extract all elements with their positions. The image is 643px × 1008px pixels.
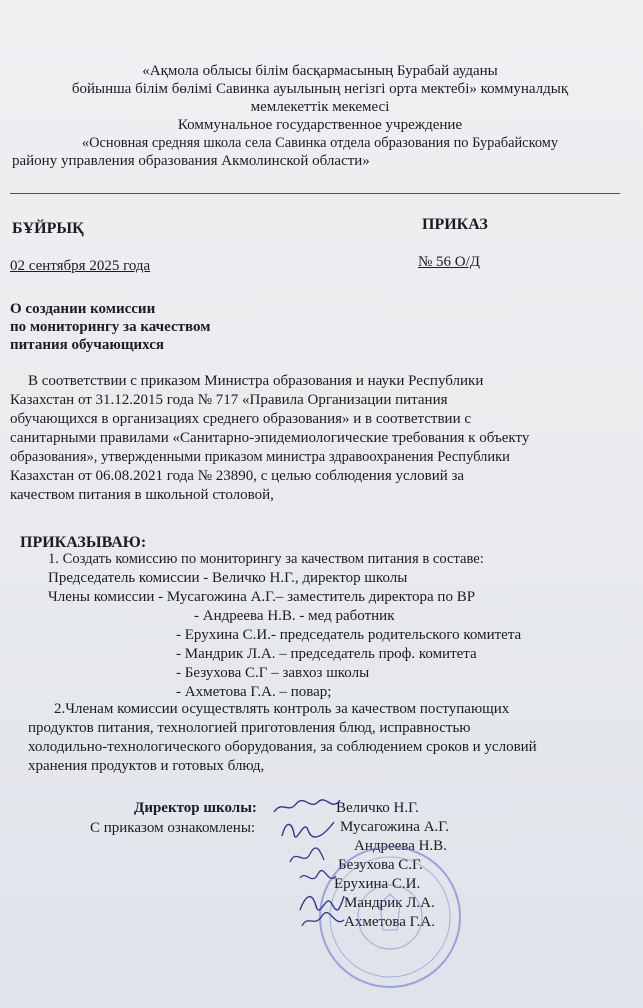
letterhead-ru-line-2: «Основная средняя школа села Савинка отдела образования по Бурабайскому [81, 135, 559, 151]
letterhead-kz-line-3: мемлекеттік мекемесі [250, 99, 390, 115]
acquainted-name: Мусагожина А.Г. [340, 819, 450, 835]
preamble-line: санитарными правилами «Санитарно-эпидемиологические требования к объекту [10, 430, 530, 446]
member-line: - Безухова С.Г – завхоз школы [176, 665, 370, 681]
director-signature-icon [272, 796, 342, 818]
subject-line: по мониторингу за качеством [10, 319, 211, 335]
item-2 [28, 700, 537, 776]
member-line: - Ерухина С.И.- председатель родительского комитета [176, 627, 522, 643]
order-subject [10, 300, 210, 354]
signature-icon [278, 816, 338, 842]
acquainted-name: Безухова С.Г. [338, 857, 423, 873]
item-1-chair: Председатель комиссии - Величко Н.Г., директор школы [48, 570, 408, 586]
item-1 [48, 550, 521, 702]
signature-icon [286, 846, 326, 868]
preamble-line: Казахстан от 31.12.2015 года № 717 «Правила Организации питания [10, 392, 448, 408]
signature-icon [300, 910, 346, 932]
letterhead-ru-line-3: району управления образования Акмолинской области» [12, 153, 370, 169]
subject-line: питания обучающихся [10, 337, 164, 353]
subject-line: О создании комиссии [10, 301, 156, 317]
order-date: 02 сентября 2025 года [10, 258, 151, 274]
acquainted-name: Андреева Н.В. [354, 838, 447, 854]
item-2-line: хранения продуктов и готовых блюд, [28, 758, 265, 774]
item-2-line: 2.Членам комиссии осуществлять контроль за качеством поступающих [54, 701, 510, 717]
director-label: Директор школы: [134, 800, 257, 816]
acquainted-name: Ерухина С.И. [334, 876, 421, 892]
order-title-ru: ПРИКАЗ [422, 216, 488, 233]
header-divider [10, 193, 620, 194]
preamble-line: В соответствии с приказом Министра образования и науки Республики [28, 373, 484, 389]
item-2-line: продуктов питания, технологией приготовления блюд, исправностью [28, 720, 471, 736]
item-1-intro: 1. Создать комиссию по мониторингу за качеством питания в составе: [48, 551, 484, 567]
member-line: Члены комиссии - Мусагожина А.Г.– заместитель директора по ВР [48, 589, 476, 605]
director-name: Величко Н.Г. [336, 800, 419, 816]
letterhead-kz-line-2: бойынша білім бөлімі Савинка ауылының негізгі орта мектебі» коммуналдық [71, 81, 569, 97]
preamble-line: Казахстан от 06.08.2021 года № 23890, с целью соблюдения условий за [10, 468, 465, 484]
preamble-line: качеством питания в школьной столовой, [10, 487, 274, 503]
order-number: № 56 О/Д [418, 254, 481, 270]
member-line: - Андреева Н.В. - мед работник [194, 608, 395, 624]
letterhead-kz-line-1: «Ақмола облысы білім басқармасының Бурабай ауданы [142, 63, 498, 79]
preamble-line: образования», утвержденными приказом министра здравоохранения Республики [10, 449, 510, 465]
order-title-kz: БҰЙРЫҚ [12, 220, 84, 237]
preamble-line: обучающихся в организациях среднего образования» и в соответствии с [10, 411, 472, 427]
preamble [10, 372, 529, 505]
acquainted-name: Ахметова Г.А. [344, 914, 435, 930]
acquainted-label: С приказом ознакомлены: [90, 820, 256, 836]
order-directive: ПРИКАЗЫВАЮ: [20, 534, 147, 551]
member-line: - Ахметова Г.А. – повар; [176, 684, 332, 700]
letterhead [10, 62, 630, 170]
letterhead-ru-line-1: Коммунальное государственное учреждение [177, 117, 463, 133]
acquainted-name: Мандрик Л.А. [344, 895, 435, 911]
item-2-line: холодильно-технологического оборудования, за соблюдением сроков и условий [28, 739, 537, 755]
member-line: - Мандрик Л.А. – председатель проф. комитета [176, 646, 477, 662]
signature-icon [298, 868, 338, 890]
